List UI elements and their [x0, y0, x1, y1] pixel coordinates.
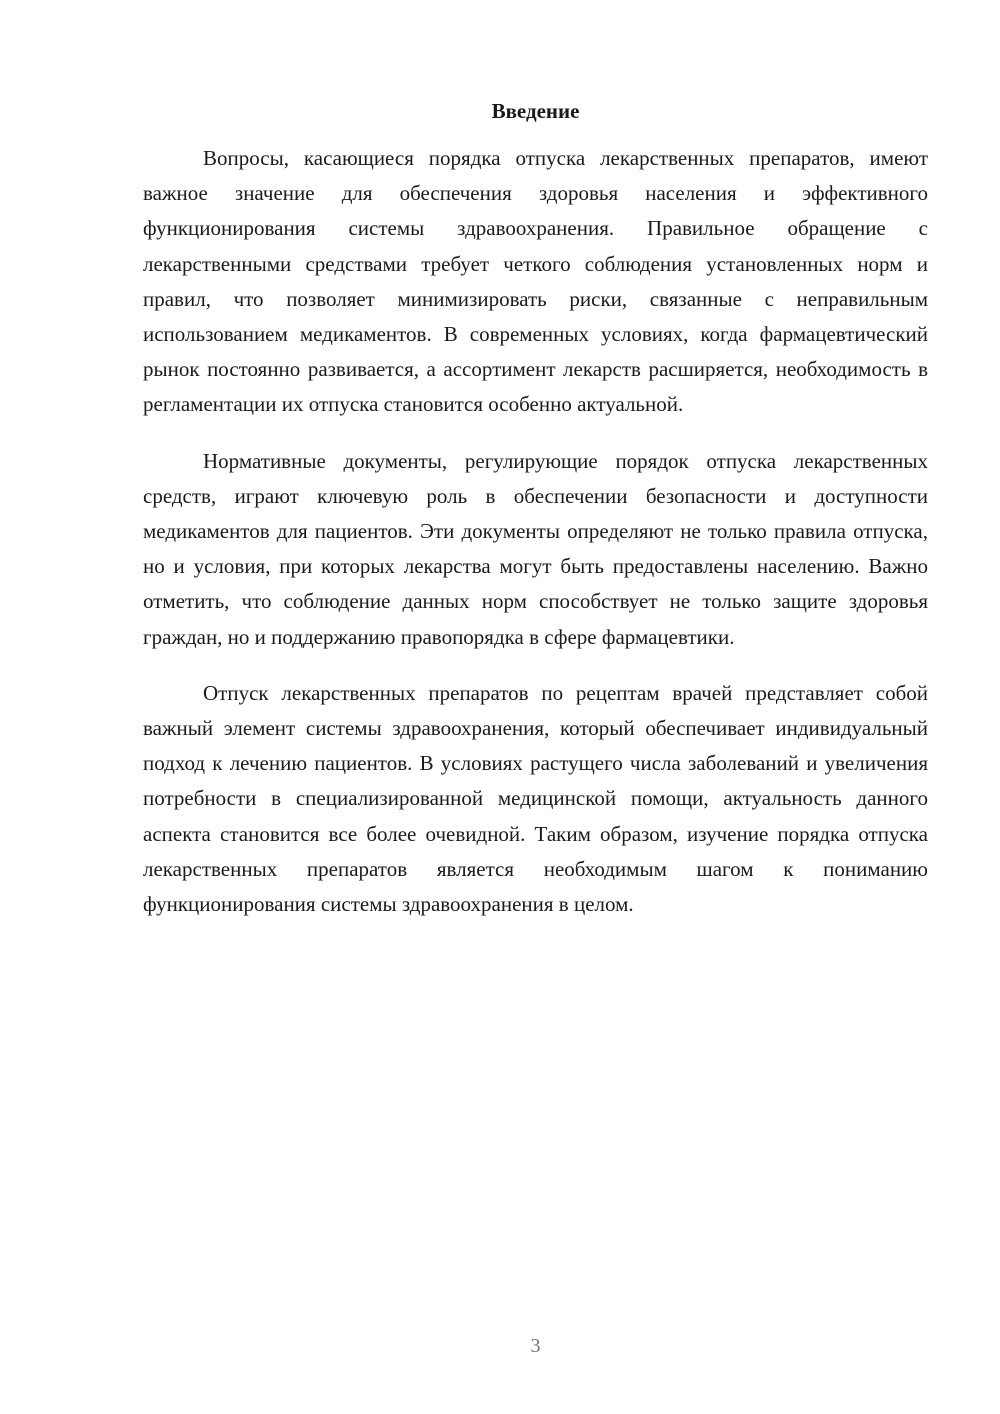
- paragraph-2: Нормативные документы, регулирующие порядок отпуска лекарственных средств, играют ключевую роль в обеспечении безопасности и доступности медикаментов для пациентов. Эти документы определяют не только правила отпуска, но и условия, при которых лекарства могут быть предоставлены населению. Важно отметить, что соблюдение данных норм способствует не только защите здоровья граждан, но и поддержанию правопорядка в сфере фармацевтики.: [143, 448, 928, 649]
- section-heading: Введение: [491, 99, 580, 123]
- document-body: [143, 141, 928, 943]
- paragraph-3: Отпуск лекарственных препаратов по рецептам врачей представляет собой важный элемент системы здравоохранения, который обеспечивает индивидуальный подход к лечению пациентов. В условиях растущего числа заболеваний и увеличения потребности в специализированной медицинской помощи, актуальность данного аспекта становится все более очевидной. Таким образом, изучение порядка отпуска лекарственных препаратов является необходимым шагом к пониманию функционирования системы здравоохранения в целом.: [143, 680, 928, 917]
- page-number: 3: [530, 1335, 541, 1357]
- paragraph-1: Вопросы, касающиеся порядка отпуска лекарственных препаратов, имеют важное значение для обеспечения здоровья населения и эффективного функционирования системы здравоохранения. Правильное обращение с лекарственными средствами требует четкого соблюдения установленных норм и правил, что позволяет минимизировать риски, связанные с неправильным использованием медикаментов. В современных условиях, когда фармацевтический рынок постоянно развивается, а ассортимент лекарств расширяется, необходимость в регламентации их отпуска становится особенно актуальной.: [143, 146, 928, 417]
